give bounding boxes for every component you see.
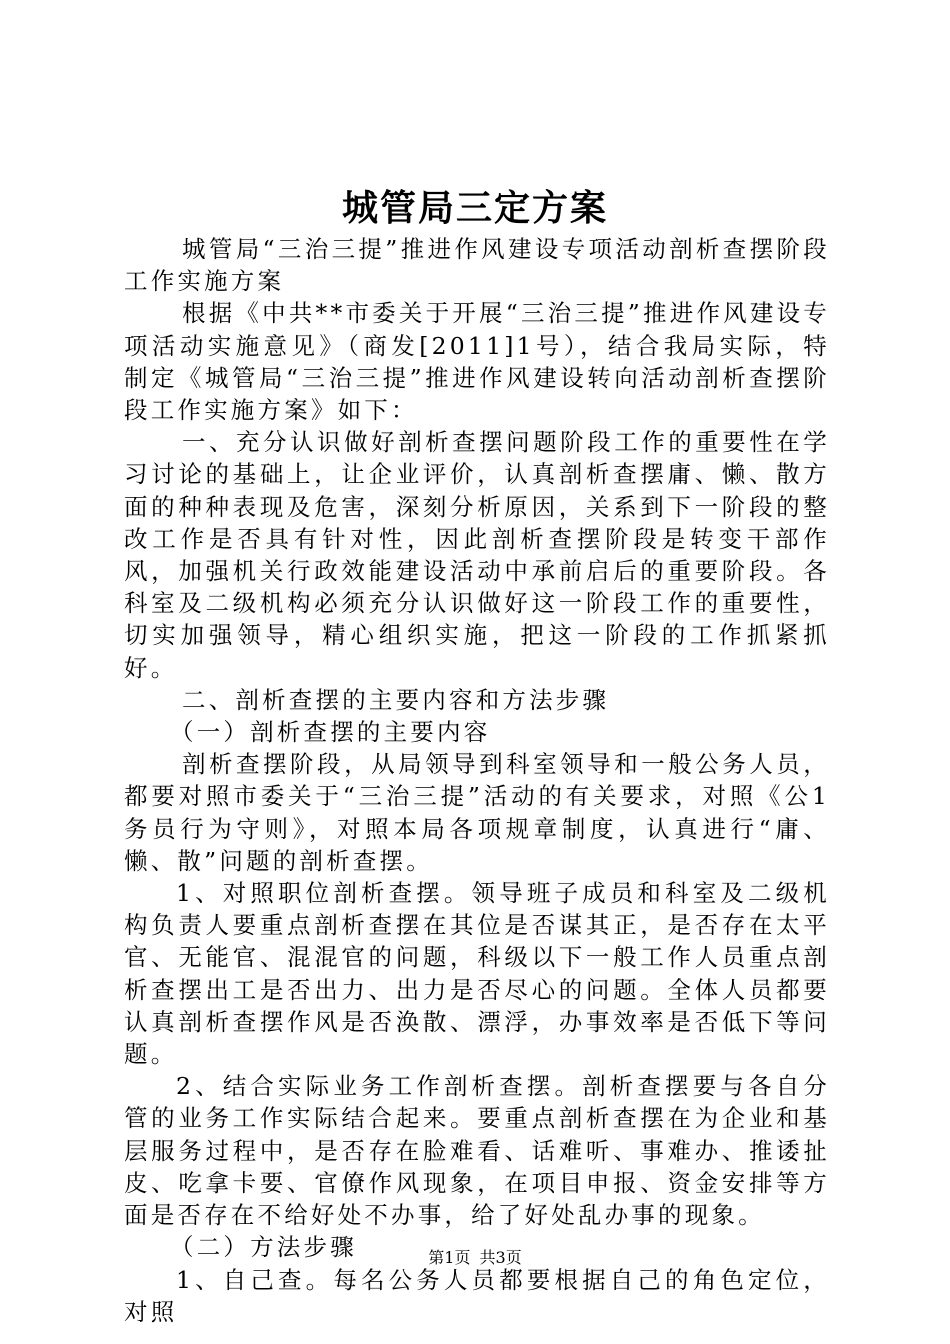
heading-subsection-1: （一）剖析查摆的主要内容: [170, 718, 491, 747]
page-total: 共3页: [479, 1248, 522, 1267]
heading-section-2: 二、剖析查摆的主要内容和方法步骤: [182, 685, 610, 714]
page-number: 第1页: [428, 1248, 471, 1267]
document-title: 城管局三定方案: [341, 187, 608, 229]
paragraph-item-2: 2、结合实际业务工作剖析查摆。剖析查摆要与各自分管的业务工作实际结合起来。要重点剖析查摆在为企业和基层服务过程中，是否存在脸难看、话难听、事难办、推诿扯皮、吃拿卡要、官僚作风现象，在项目申报、资金安排等方面是否存在不给好处不办事，给了好处乱办事的现象。: [124, 1072, 830, 1230]
paragraph-main-content: 剖析查摆阶段，从局领导到科室领导和一般公务人员，都要对照市委关于“三治三提”活动的有关要求，对照《公1务员行为守则》，对照本局各项规章制度，认真进行“庸、懒、散”问题的剖析查摆。: [124, 750, 830, 875]
paragraph-item-1: 1、对照职位剖析查摆。领导班子成员和科室及二级机构负责人要重点剖析查摆在其位是否谋其正，是否存在太平官、无能官、混混官的问题，科级以下一般工作人员重点剖析查摆出工是否出力、出力是否尽心的问题。全体人员都要认真剖析查摆作风是否涣散、漂浮，办事效率是否低下等问题。: [124, 879, 830, 1069]
heading-subsection-2: （二）方法步骤: [170, 1233, 357, 1262]
page-footer: [0, 1246, 950, 1270]
paragraph-subtitle: 城管局“三治三提”推进作风建设专项活动剖析查摆阶段工作实施方案: [124, 235, 830, 296]
paragraph-section-1: 一、充分认识做好剖析查摆问题阶段工作的重要性在学习讨论的基础上，让企业评价，认真剖析查摆庸、懒、散方面的种种表现及危害，深刻分析原因，关系到下一阶段的整改工作是否具有针对性，因此剖析查摆阶段是转变干部作风，加强机关行政效能建设活动中承前启后的重要阶段。各科室及二级机构必须充分认识做好这一阶段工作的重要性，切实加强领导，精心组织实施，把这一阶段的工作抓紧抓好。: [124, 428, 830, 682]
paragraph-step-1: 1、自己查。每名公务人员都要根据自己的角色定位，对照: [124, 1265, 830, 1326]
paragraph-intro: 根据《中共**市委关于开展“三治三提”推进作风建设专项活动实施意见》（商发[2011]1号），结合我局实际，特制定《城管局“三治三提”推进作风建设转向活动剖析查摆阶段工作实施方案》如下：: [124, 299, 830, 425]
document-body: [124, 233, 830, 1328]
